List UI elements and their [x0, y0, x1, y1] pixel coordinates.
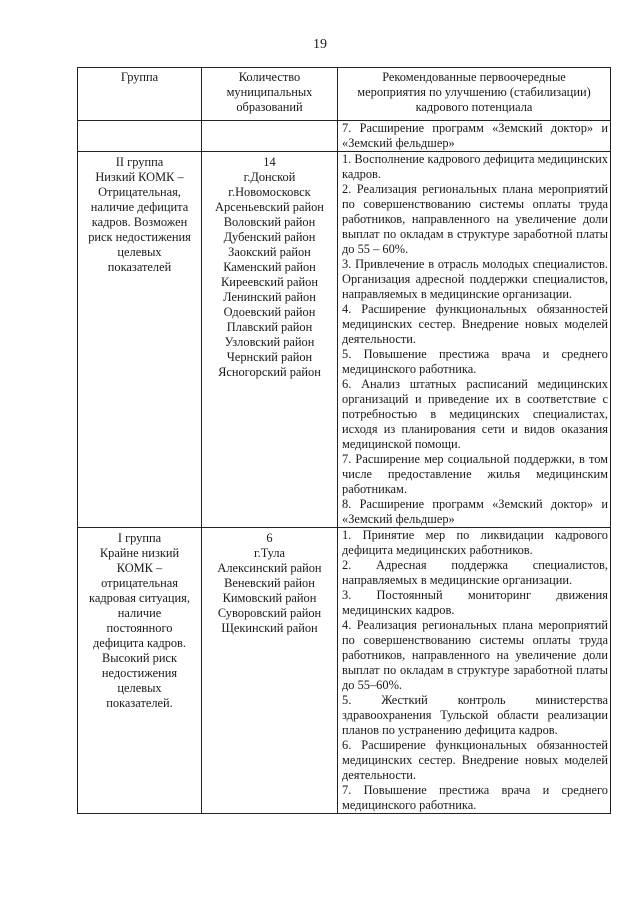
municipality-name: Чернский район: [226, 350, 313, 364]
group-line: целевых: [117, 681, 162, 695]
group-line: наличие: [117, 606, 162, 620]
table-row-group-1: [78, 528, 611, 814]
header-measures: [338, 68, 611, 121]
group-1-description: [78, 528, 202, 814]
group-line: Низкий КОМК –: [95, 170, 184, 184]
table-row-group-2: [78, 152, 611, 528]
group-2-description: [78, 152, 202, 528]
municipality-name: Ленинский район: [223, 290, 316, 304]
header-group: Группа: [78, 68, 202, 121]
municipality-name: Узловский район: [224, 335, 315, 349]
municipality-name: Каменский район: [223, 260, 316, 274]
group-line: показателей.: [106, 696, 173, 710]
municipality-name: Веневский район: [224, 576, 315, 590]
group-line: постоянного: [106, 621, 173, 635]
table-row-continuation: [78, 121, 611, 152]
measure-item: 6. Анализ штатных расписаний медицинских организаций и приведение их в соответствие с потребностью в медицинских специалистах, исходя из планирования сети и видов оказания медицинской помощи.: [342, 377, 608, 451]
group-line: отрицательная: [101, 576, 178, 590]
group-line: Отрицательная,: [98, 185, 181, 199]
continuation-measures-cell: [338, 121, 611, 152]
municipality-name: Щекинский район: [221, 621, 318, 635]
group-line: риск недостижения: [88, 230, 191, 244]
municipality-name: Арсеньевский район: [215, 200, 324, 214]
measure-item: 2. Адресная поддержка специалистов, направляемых в медицинские организации.: [342, 558, 608, 587]
header-measures-line: кадрового потенциала: [415, 100, 533, 114]
group-1-municipalities: [202, 528, 338, 814]
header-count: [202, 68, 338, 121]
municipality-name: Воловский район: [223, 215, 316, 229]
group-line: целевых: [117, 245, 162, 259]
header-count-line: образований: [236, 100, 303, 114]
municipality-name: г.Новомосковск: [228, 185, 311, 199]
municipality-name: Алексинский район: [217, 561, 322, 575]
group-line: КОМК –: [116, 561, 163, 575]
measure-item: 1. Восполнение кадрового дефицита медицинских кадров.: [342, 152, 608, 181]
group-2-municipalities: [202, 152, 338, 528]
group-line: I группа: [117, 531, 162, 545]
municipality-name: г.Донской: [243, 170, 296, 184]
measure-item: 2. Реализация региональных плана мероприятий по совершенствованию системы оплаты труда работников, направленного на увеличение доли выплат по окладам в структуре заработной платы до 55 – 60%.: [342, 182, 608, 256]
municipality-name: Кимовский район: [222, 591, 317, 605]
municipality-name: Суворовский район: [217, 606, 322, 620]
measure-item: 3. Постоянный мониторинг движения медицинских кадров.: [342, 588, 608, 617]
measure-item: 3. Привлечение в отрасль молодых специалистов. Организация адресной поддержки специалистов, направляемых в медицинские организации.: [342, 257, 608, 301]
measure-item: 7. Повышение престижа врача и среднего медицинского работника.: [342, 783, 608, 812]
municipality-count: 14: [263, 155, 276, 169]
measures-table: [77, 67, 611, 814]
measure-item: 8. Расширение программ «Земский доктор» и «Земский фельдшер»: [342, 497, 608, 526]
municipality-name: Одоевский район: [223, 305, 316, 319]
page-number: 19: [313, 37, 327, 52]
group-line: кадров. Возможен: [91, 215, 188, 229]
group-line: кадровая ситуация,: [89, 591, 190, 605]
group-line: Крайне низкий: [99, 546, 180, 560]
table-header-row: [78, 68, 611, 121]
header-measures-line: мероприятия по улучшению (стабилизации): [357, 85, 591, 99]
group-1-measures: [338, 528, 611, 814]
measure-item: 7. Расширение программ «Земский доктор» и «Земский фельдшер»: [342, 121, 608, 150]
measure-item: 4. Расширение функциональных обязанностей медицинских сестер. Внедрение новых моделей деятельности.: [342, 302, 608, 346]
group-line: II группа: [115, 155, 164, 169]
group-line: дефицита кадров.: [92, 636, 186, 650]
header-measures-line: Рекомендованные первоочередные: [382, 70, 566, 84]
municipality-name: Заокский район: [228, 245, 311, 259]
measure-item: 4. Реализация региональных плана мероприятий по совершенствованию системы оплаты труда работников, направленного на увеличение доли выплат по окладам в структуре заработной платы до 55–60%.: [342, 618, 608, 692]
municipality-count: 6: [266, 531, 273, 545]
group-line: показателей: [107, 260, 172, 274]
group-line: наличие дефицита: [90, 200, 189, 214]
measure-item: 6. Расширение функциональных обязанностей медицинских сестер. Внедрение новых моделей деятельности.: [342, 738, 608, 782]
municipality-name: Ясногорский район: [218, 365, 321, 379]
group-line: недостижения: [101, 666, 178, 680]
header-count-line: муниципальных: [226, 85, 313, 99]
municipality-name: Плавский район: [226, 320, 313, 334]
measure-item: 5. Жесткий контроль министерства здравоохранения Тульской области реализации планов по устранению дефицита кадров.: [342, 693, 608, 737]
group-line: Высокий риск: [101, 651, 177, 665]
group-2-measures: [338, 152, 611, 528]
measure-item: 5. Повышение престижа врача и среднего медицинского работника.: [342, 347, 608, 376]
measure-item: 1. Принятие мер по ликвидации кадрового дефицита медицинских работников.: [342, 528, 608, 557]
municipality-name: Дубенский район: [223, 230, 316, 244]
municipality-name: г.Тула: [253, 546, 286, 560]
measure-item: 7. Расширение мер социальной поддержки, в том числе предоставление жилья медицинским работникам.: [342, 452, 608, 496]
continuation-group-cell: [78, 121, 202, 152]
municipality-name: Киреевский район: [221, 275, 318, 289]
header-count-line: Количество: [238, 70, 301, 84]
continuation-count-cell: [202, 121, 338, 152]
